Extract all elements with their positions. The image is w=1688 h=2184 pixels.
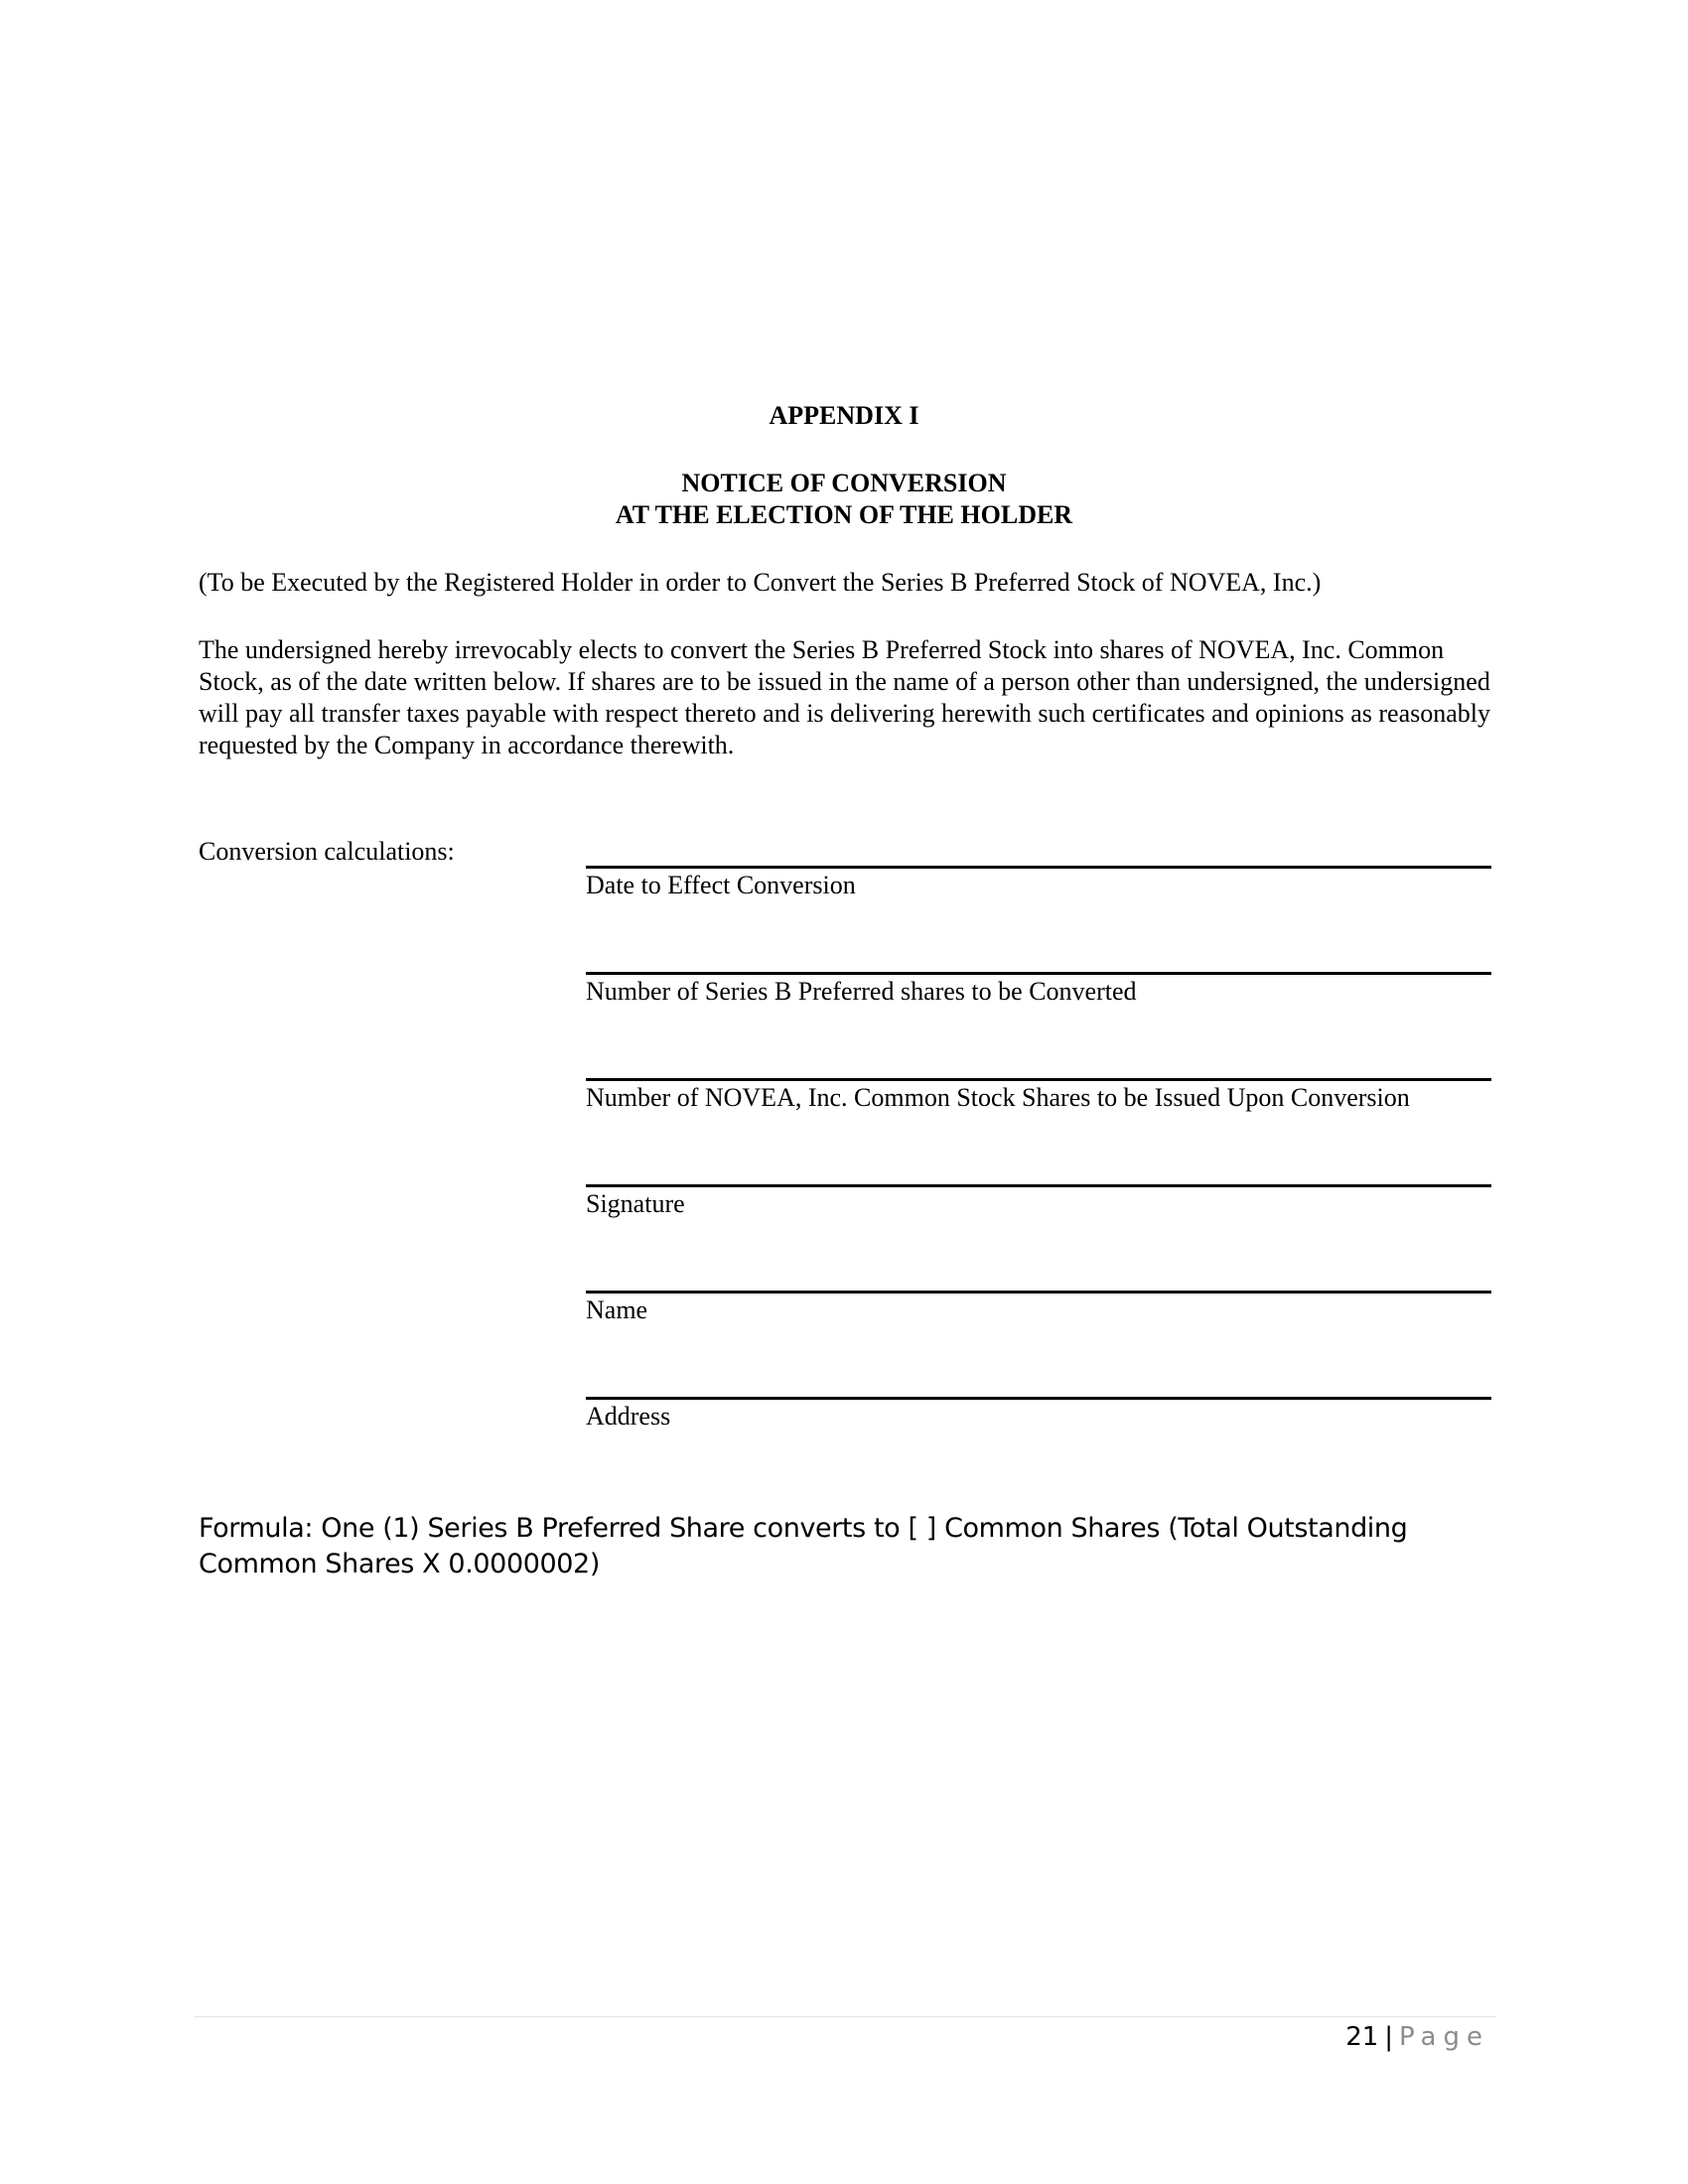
- date-to-effect-conversion-field: [586, 866, 1491, 901]
- footer-divider: [195, 2016, 1495, 2017]
- field-label: Name: [586, 1296, 648, 1324]
- field-label: Number of NOVEA, Inc. Common Stock Shares to be Issued Upon Conversion: [586, 1083, 1410, 1112]
- page-number: 21: [1345, 2022, 1379, 2052]
- signature-line: [586, 1291, 1491, 1294]
- conversion-calculations-label: Conversion calculations:: [199, 837, 455, 866]
- notice-title-line2: AT THE ELECTION OF THE HOLDER: [615, 500, 1073, 529]
- preferred-shares-converted-field: [586, 972, 1491, 1008]
- common-shares-issued-field: [586, 1078, 1491, 1114]
- signature-field: [586, 1184, 1491, 1220]
- field-label: Date to Effect Conversion: [586, 871, 856, 899]
- field-label: Signature: [586, 1189, 685, 1218]
- footer-separator: |: [1384, 2022, 1394, 2052]
- signature-line: [586, 1078, 1491, 1081]
- signature-line: [586, 1184, 1491, 1187]
- page-word: Page: [1399, 2022, 1489, 2052]
- signature-line: [586, 972, 1491, 975]
- appendix-title: APPENDIX I: [769, 401, 919, 430]
- name-field: [586, 1291, 1491, 1326]
- signature-line: [586, 866, 1491, 869]
- field-label: Address: [586, 1402, 671, 1431]
- execution-note: (To be Executed by the Registered Holder in order to Convert the Series B Preferred Stock of NOVEA, Inc.): [199, 568, 1322, 597]
- election-paragraph: The undersigned hereby irrevocably elects to convert the Series B Preferred Stock into shares of NOVEA, Inc. Common Stock, as of the date written below. If shares are to be issued in the name of a person other than undersigned, the undersigned will pay all transfer taxes payable with respect thereto and is delivering herewith such certificates and opinions as reasonably requested by the Company in accordance therewith.: [199, 635, 1490, 759]
- conversion-formula: Formula: One (1) Series B Preferred Share converts to [ ] Common Shares (Total Outstanding Common Shares X 0.0000002): [199, 1513, 1408, 1579]
- signature-line: [586, 1397, 1491, 1400]
- page-footer: [1345, 2017, 1489, 2057]
- notice-title-line1: NOTICE OF CONVERSION: [681, 469, 1007, 497]
- field-label: Number of Series B Preferred shares to be Converted: [586, 977, 1137, 1006]
- address-field: [586, 1397, 1491, 1433]
